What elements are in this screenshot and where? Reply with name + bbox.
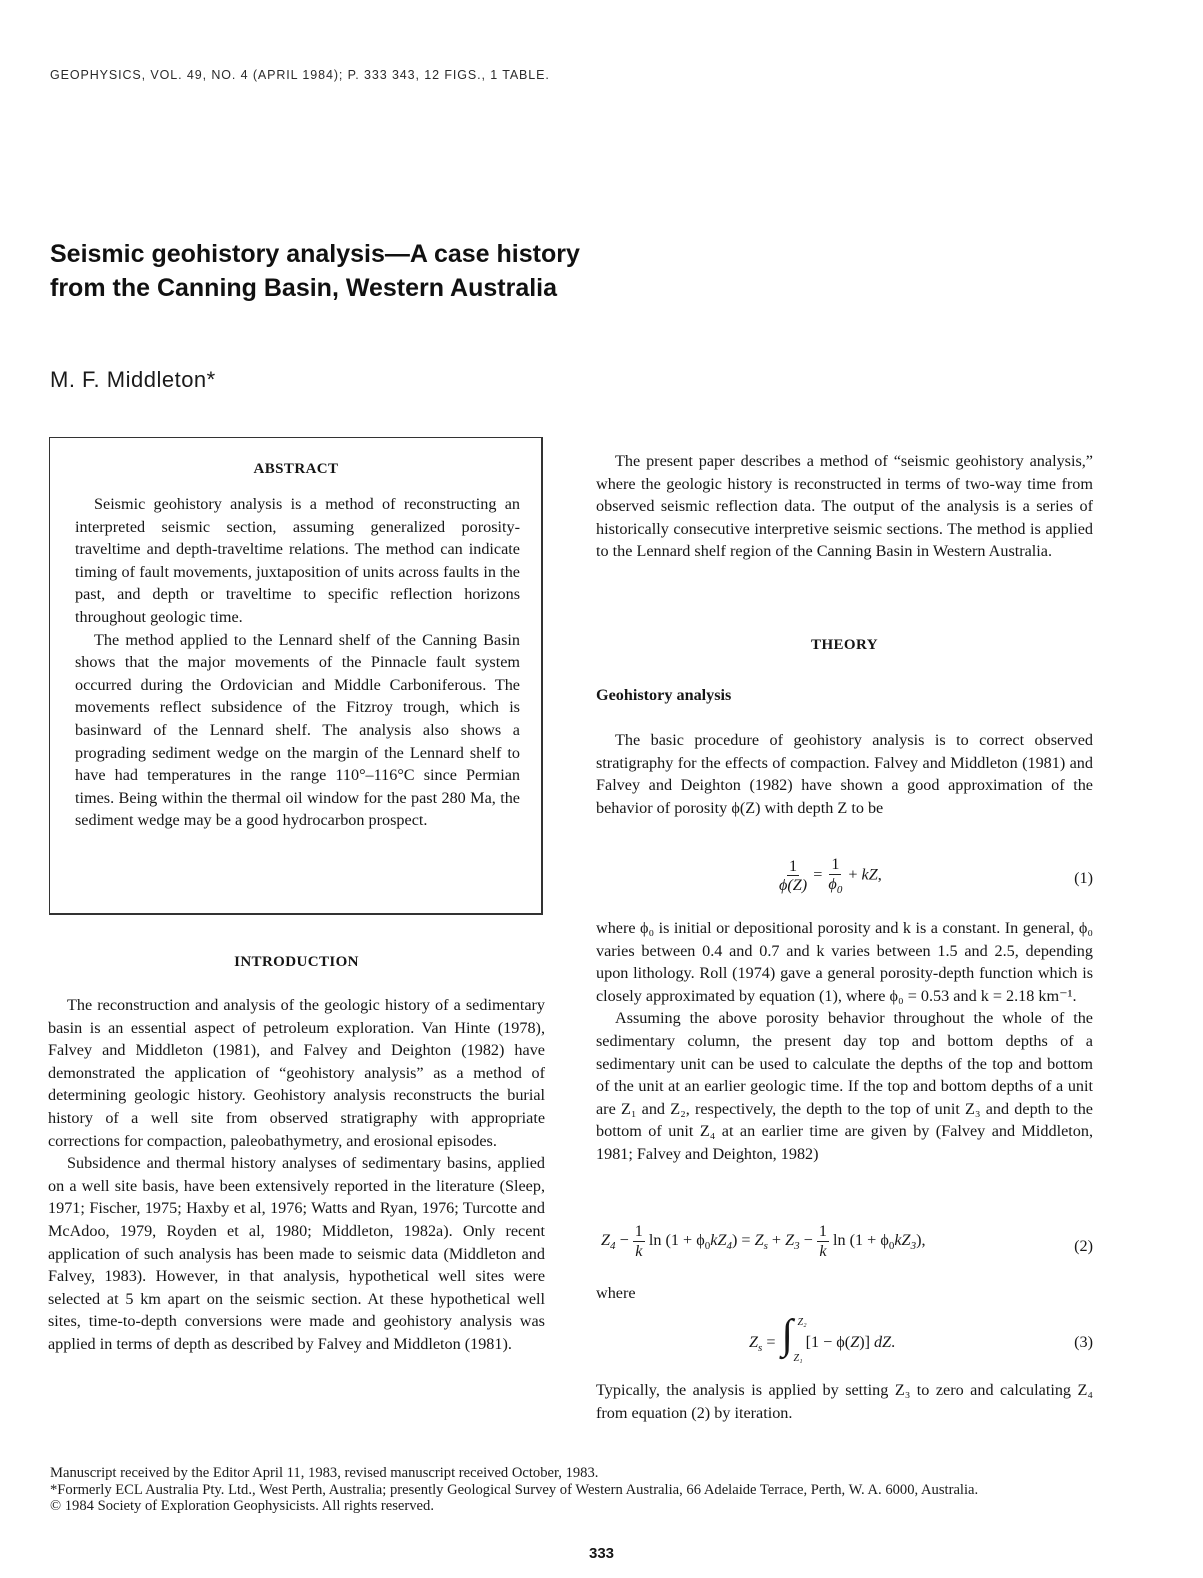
article-title <box>50 237 750 305</box>
footnote-received: Manuscript received by the Editor April 11, 1983, revised manuscript received October, 1983. <box>50 1465 599 1481</box>
footnote-affiliation: *Formerly ECL Australia Pty. Ltd., West Perth, Australia; presently Geological Survey of Western Australia, 66 Adelaide Terrace, Perth, W. A. 6000, Australia. <box>50 1481 979 1498</box>
introduction-body <box>48 994 545 1356</box>
equation-2: $Z_4$ − $\frac{1}{k}$ $\ln (1 + \phi_0kZ_4) = Z_s + Z_3$ − $\frac{1}{k}$ $\ln (1 + \phi_0kZ_3)$, (2) <box>601 1222 1093 1260</box>
page-number: 333 <box>588 1545 615 1562</box>
theory-heading: THEORY <box>811 637 878 653</box>
equation-1: $\frac{1}{\phi(Z)}$ = $\frac{1}{\phi_0}$ + kZ, (1) <box>779 855 1093 896</box>
equation-3: $Z_s$ = ∫ Z₂ Z₁ [1 − ϕ(Z)] dZ. (3) <box>749 1312 1093 1364</box>
abstract-paragraph: Seismic geohistory analysis is a method of reconstructing an interpreted seismic section, assuming generalized porosity-traveltime and depth-traveltime relations. The method can indicate timing of fault movements, juxtaposition of units across faults in the past, and depth or traveltime to specific reflection horizons throughout geologic time. <box>75 495 520 626</box>
theory-body-2 <box>596 917 1093 1166</box>
where-label: where <box>596 1284 636 1302</box>
author-name: M. F. Middleton* <box>50 367 216 392</box>
theory-body-1 <box>596 729 1093 819</box>
introduction-heading: INTRODUCTION <box>234 954 359 970</box>
abstract-body <box>75 493 520 832</box>
theory-paragraph: where ϕ₀ is initial or depositional porosity and k is a constant. In general, ϕ₀ varies between 0.4 and 0.7 and k varies between 1.5 and 2.5, depending upon lithology. Roll (1974) gave a general porosity-depth function which is closely approximated by equation (1), where ϕ₀ = 0.53 and k = 2.18 km⁻¹. <box>596 919 1093 1005</box>
journal-citation-line: GEOPHYSICS, VOL. 49, NO. 4 (APRIL 1984); P. 333 343, 12 FIGS., 1 TABLE. <box>50 68 550 82</box>
abstract-paragraph: The method applied to the Lennard shelf of the Canning Basin shows that the major movements of the Pinnacle fault system occurred during the Ordovician and Middle Carboniferous. The movements reflect subsidence of the Fitzroy trough, which is basinward of the Lennard shelf. The analysis also shows a prograding sediment wedge on the margin of the Lennard shelf to have had temperatures in the range 110°–116°C since Permian times. Being within the thermal oil window for the past 280 Ma, the sediment wedge may be a good hydrocarbon prospect. <box>75 630 520 830</box>
theory-paragraph: Assuming the above porosity behavior throughout the whole of the sedimentary column, the present day top and bottom depths of a sedimentary unit can be used to calculate the depths of the top and bottom of the unit at an earlier geologic time. If the top and bottom depths of a unit are Z₁ and Z₂, respectively, the depth to the top of unit Z₃ and depth to the bottom of unit Z₄ at an earlier time are given by (Falvey and Middleton, 1981; Falvey and Deighton, 1982) <box>596 1009 1093 1163</box>
theory-body-3 <box>596 1379 1093 1424</box>
introduction-paragraph: Subsidence and thermal history analyses of sedimentary basins, applied on a well site basis, have been extensively reported in the literature (Sleep, 1971; Fischer, 1975; Haxby et al, 1976; Watts and Ryan, 1976; Turcotte and McAdoo, 1979, Royden et al, 1980; Middleton, 1982a). Only recent application of such analysis has been made to seismic data (Middleton and Falvey, 1983). However, in that analysis, hypothetical well sites were selected at 5 km apart on the seismic section. At these hypothetical well sites, time-to-depth conversions were made and geohistory analysis was applied in terms of depth as described by Falvey and Middleton (1981). <box>48 1154 545 1353</box>
equation-3-number: (3) <box>1074 1333 1093 1351</box>
introduction-paragraph: The reconstruction and analysis of the geologic history of a sedimentary basin is an essential aspect of petroleum exploration. Van Hinte (1978), Falvey and Middleton (1981), and Falvey and Deighton (1982) have demonstrated the application of “geohistory analysis” as a method of determining geologic history. Geohistory analysis reconstructs the burial history of a well site from observed stratigraphy with appropriate corrections for compaction, paleobathymetry, and erosional episodes. <box>48 996 545 1150</box>
equation-2-number: (2) <box>1074 1237 1093 1255</box>
title-line-1: Seismic geohistory analysis—A case history <box>50 240 580 268</box>
geohistory-subheading: Geohistory analysis <box>596 686 732 704</box>
theory-paragraph: The basic procedure of geohistory analysis is to correct observed stratigraphy for the effects of compaction. Falvey and Middleton (1981) and Falvey and Deighton (1982) have shown a good approximation of the behavior of porosity ϕ(Z) with depth Z to be <box>596 731 1093 817</box>
right-intro-body <box>596 450 1093 563</box>
equation-1-number: (1) <box>1074 869 1093 887</box>
theory-paragraph: Typically, the analysis is applied by setting Z₃ to zero and calculating Z₄ from equation (2) by iteration. <box>596 1381 1093 1422</box>
right-intro-paragraph: The present paper describes a method of “seismic geohistory analysis,” where the geologic history is reconstructed in terms of two-way time from observed seismic reflection data. The output of the analysis is a series of historically consecutive interpretive seismic sections. The method is applied to the Lennard shelf region of the Canning Basin in Western Australia. <box>596 452 1093 561</box>
footnotes <box>50 1465 1094 1515</box>
title-line-2: from the Canning Basin, Western Australia <box>50 274 558 302</box>
abstract-heading: ABSTRACT <box>253 461 339 477</box>
footnote-copyright: © 1984 Society of Exploration Geophysicists. All rights reserved. <box>50 1498 434 1514</box>
